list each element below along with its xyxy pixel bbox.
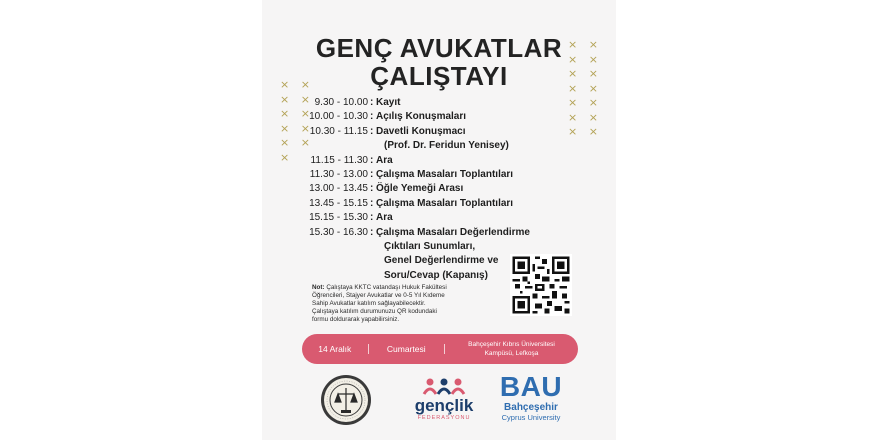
event-info-bar	[302, 334, 578, 364]
separator: :	[370, 111, 374, 123]
genclik-people-icon	[422, 376, 466, 396]
schedule-label: Çalışma Masaları Toplantıları	[376, 197, 514, 209]
schedule-row-continued	[262, 139, 616, 153]
schedule-row	[262, 125, 616, 139]
schedule-time: 10.30 - 11.15	[309, 125, 368, 137]
schedule-time: 15.30 - 16.30	[309, 226, 368, 238]
separator: :	[370, 125, 374, 137]
schedule-time: 13.00 - 13.45	[309, 183, 368, 195]
bar-association-seal-icon	[320, 374, 372, 426]
bau-logo	[496, 372, 566, 422]
schedule-time: 9.30 - 10.00	[314, 97, 368, 108]
location-line: Bahçeşehir Kıbrıs Üniversitesi	[468, 341, 555, 348]
schedule-label: Genel Değerlendirme ve	[384, 255, 499, 267]
separator: :	[370, 154, 374, 166]
schedule-label: Çalışma Masaları Toplantıları	[376, 168, 514, 180]
schedule-row	[262, 96, 616, 110]
separator: :	[370, 212, 374, 224]
separator: :	[370, 197, 374, 209]
schedule-row	[262, 197, 616, 211]
schedule-label: Ara	[376, 154, 393, 166]
separator: :	[370, 183, 374, 195]
schedule-row	[262, 168, 616, 182]
schedule-label: Kayıt	[376, 97, 401, 108]
bau-subtitle-1: Bahçeşehir	[504, 402, 558, 413]
schedule-label: Öğle Yemeği Arası	[376, 183, 464, 195]
schedule-time: 11.30 - 13.00	[309, 168, 368, 180]
schedule-time: 15.15 - 15.30	[309, 212, 368, 224]
note-line: Öğrencileri, Stajyer Avukatlar ve 0-5 Yıl Kıdeme	[312, 292, 445, 299]
poster-title-line2: ÇALIŞTAYI	[370, 61, 508, 91]
genclik-federasyonu-logo	[412, 376, 476, 422]
event-poster	[262, 0, 616, 440]
schedule-row	[262, 154, 616, 168]
note-line: Çalıştaya KKTC vatandaşı Hukuk Fakültesi	[326, 284, 447, 291]
location-line: Kampüsü, Lefkoşa	[484, 350, 539, 357]
schedule-label: Ara	[376, 212, 393, 224]
schedule-row	[262, 226, 616, 240]
schedule-time: 11.15 - 11.30	[310, 154, 368, 166]
schedule-time: 13.45 - 15.15	[309, 197, 368, 209]
separator: :	[370, 226, 374, 238]
schedule-row	[262, 211, 616, 225]
x-decoration-right: × × × × × × × × × × × × × ×	[568, 38, 602, 138]
x-decoration-left: × × × × × × × × × × ×	[280, 78, 314, 164]
bau-subtitle-2: Cyprus University	[501, 413, 561, 422]
note-label: Not:	[312, 284, 325, 291]
schedule-label: Açılış Konuşmaları	[376, 111, 467, 123]
note-line: Sahip Avukatlar katılım sağlayabilecektir.	[312, 300, 426, 307]
schedule-label: Çıktıları Sunumları,	[384, 240, 476, 252]
separator: :	[370, 97, 374, 108]
schedule-label: Davetli Konuşmacı	[376, 125, 466, 137]
schedule-time: 10.00 - 10.30	[309, 111, 368, 123]
schedule-label: Çalışma Masaları Değerlendirme	[376, 226, 530, 238]
schedule-row-continued	[262, 240, 616, 254]
schedule-label: Soru/Cevap (Kapanış)	[384, 269, 488, 281]
note-line: formu doldurarak yapabilirsiniz.	[312, 316, 400, 323]
separator: :	[370, 168, 374, 180]
genclik-subtitle: FEDERASYONU	[417, 415, 471, 421]
schedule-label: (Prof. Dr. Feridun Yenisey)	[384, 140, 509, 152]
event-date: 14 Aralık	[318, 344, 352, 354]
note-line: Çalıştaya katılım durumunuzu QR kodundaki	[312, 308, 437, 315]
qr-code-icon[interactable]	[510, 254, 572, 316]
bau-wordmark: BAU	[499, 371, 563, 402]
poster-title-line1: GENÇ AVUKATLAR	[315, 33, 563, 63]
schedule-row	[262, 182, 616, 196]
event-day: Cumartesi	[368, 344, 445, 354]
participation-note	[312, 284, 492, 324]
genclik-wordmark: gençlik	[414, 396, 474, 415]
schedule-row	[262, 110, 616, 124]
event-location	[445, 340, 578, 358]
